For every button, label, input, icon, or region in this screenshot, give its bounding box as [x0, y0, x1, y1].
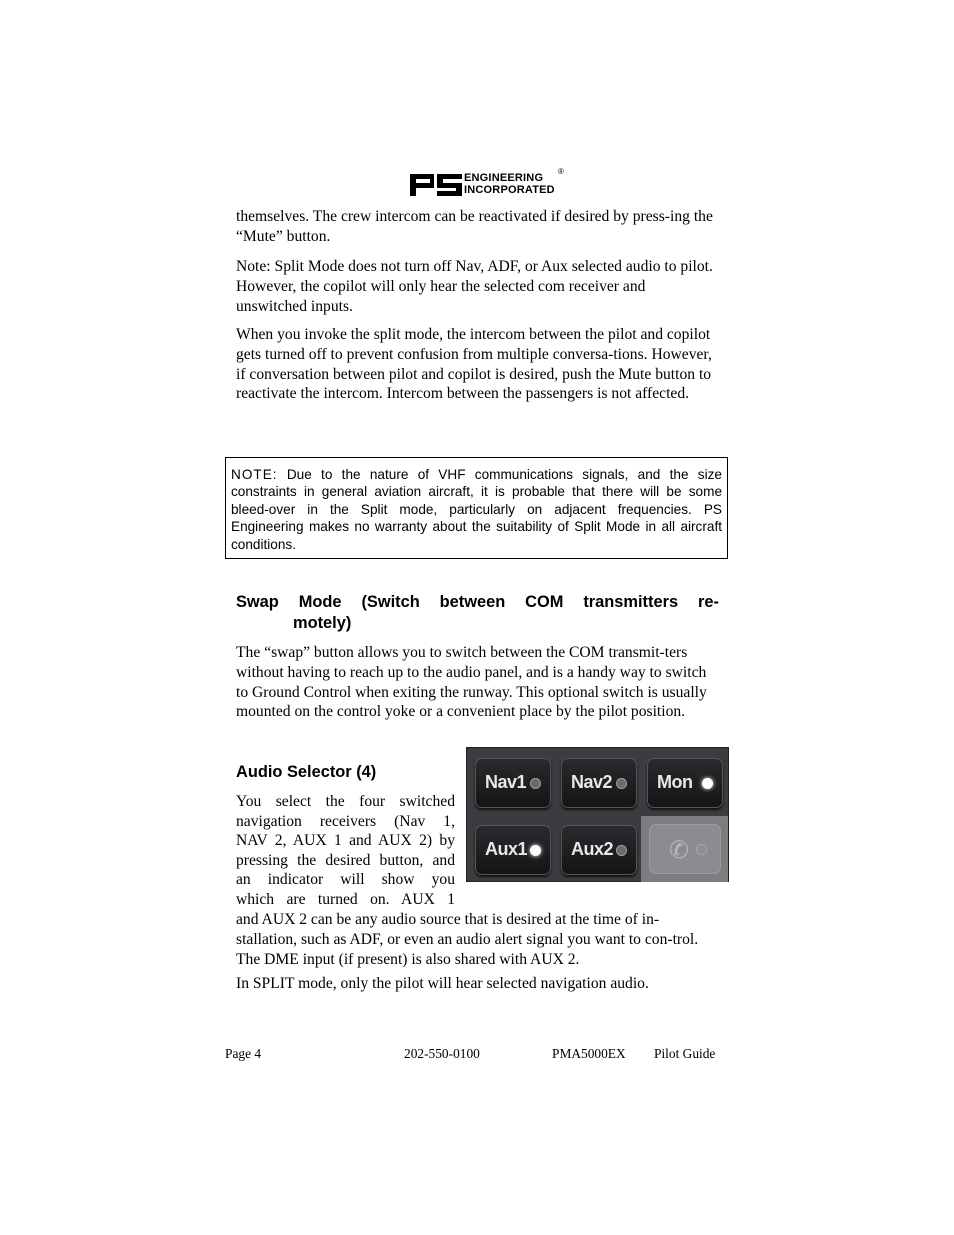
swap-word: transmitters — [583, 593, 679, 611]
text-line: pressing the desired button, and — [236, 851, 455, 869]
text-line: NAV 2, AUX 1 and AUX 2) by — [236, 832, 455, 850]
mon-button — [647, 758, 723, 808]
audio-selector-heading: Audio Selector (4) — [236, 763, 377, 781]
text-line: You select the four switched — [236, 793, 455, 810]
swap-word: Mode — [298, 593, 342, 611]
swap-heading-line1 — [236, 592, 719, 613]
text-line: which are turned on. AUX 1 — [236, 890, 455, 908]
phone-button — [649, 824, 721, 874]
paragraph-audio-selector — [236, 792, 455, 910]
nav2-button — [561, 758, 637, 808]
indicator-led-icon — [616, 778, 627, 789]
indicator-led-icon — [696, 844, 707, 855]
swap-mode-heading — [236, 592, 719, 634]
footer-phone: 202-550-0100 — [404, 1046, 480, 1061]
note-text: Due to the nature of VHF communications signals, and the size constraints in general aviation aircraft, it is probable that there will be some bleed-over in the Split mode, particularly on adjacent frequencies. PS Engineering makes no warranty about the suitability of Split Mode in all aircraft conditions. — [231, 467, 722, 552]
indicator-led-icon — [530, 778, 541, 789]
audio-panel-photo — [466, 747, 729, 882]
logo-line1: ENGINEERING — [464, 172, 544, 184]
ps-logo-mark-icon — [410, 174, 462, 196]
indicator-led-icon — [530, 845, 541, 856]
footer-page-number: Page 4 — [225, 1046, 262, 1061]
swap-word: Swap — [236, 593, 279, 611]
footer-model: PMA5000EX — [552, 1046, 626, 1061]
registered-mark: ® — [558, 167, 564, 176]
logo-line2: INCORPORATED — [464, 184, 555, 196]
swap-heading-line2: motely) — [293, 614, 352, 632]
indicator-led-icon — [702, 778, 713, 789]
button-label: Nav1 — [485, 772, 527, 792]
indicator-led-icon — [616, 845, 627, 856]
paragraph-swap-button: The “swap” button allows you to switch between the COM transmit-ters without having to reach up to the audio panel, and is a handy way to switch to Ground Control when exiting the runway. This optional switch is usually mounted on the control yoke or a convenient place by the pilot position. — [236, 644, 707, 721]
aux1-button — [475, 825, 551, 875]
note-box — [225, 457, 728, 559]
button-label: Aux2 — [571, 839, 614, 859]
aux2-button — [561, 825, 637, 875]
swap-word: (Switch — [361, 593, 420, 611]
phone-button-area — [641, 816, 728, 882]
logo-text — [464, 172, 555, 196]
text-line: an indicator will show you — [236, 871, 455, 889]
paragraph-aux-sources: and AUX 2 can be any audio source that is desired at the time of in-stallation, such as ADF, or even an audio alert signal you want to con-trol. The DME input (if present) is also shared with AUX 2. — [236, 911, 699, 968]
ps-engineering-logo — [410, 167, 570, 198]
phone-handset-icon: ✆ — [669, 836, 690, 864]
paragraph-crew-intercom: themselves. The crew intercom can be reactivated if desired by press-ing the “Mute” button. — [236, 208, 713, 245]
footer-guide: Pilot Guide — [654, 1046, 716, 1061]
paragraph-split-nav: In SPLIT mode, only the pilot will hear selected navigation audio. — [236, 975, 649, 992]
nav1-button — [475, 758, 551, 808]
paragraph-split-note: Note: Split Mode does not turn off Nav, ADF, or Aux selected audio to pilot. However, the copilot will only hear the selected com receiver and unswitched inputs. — [236, 258, 713, 315]
text-line: navigation receivers (Nav 1, — [236, 812, 455, 830]
swap-word: COM — [525, 593, 564, 611]
note-label: NOTE: — [231, 467, 278, 482]
button-label: Aux1 — [485, 839, 528, 859]
button-label: Mon — [657, 772, 693, 792]
paragraph-split-mode: When you invoke the split mode, the intercom between the pilot and copilot gets turned off to prevent confusion from multiple conversa-tions. However, if conversation between pilot and copilot is desired, push the Mute button to reactivate the intercom. Intercom between the passengers is not affected. — [236, 326, 712, 403]
button-label: Nav2 — [571, 772, 613, 792]
swap-word: between — [439, 593, 506, 611]
swap-word: re- — [698, 593, 719, 611]
